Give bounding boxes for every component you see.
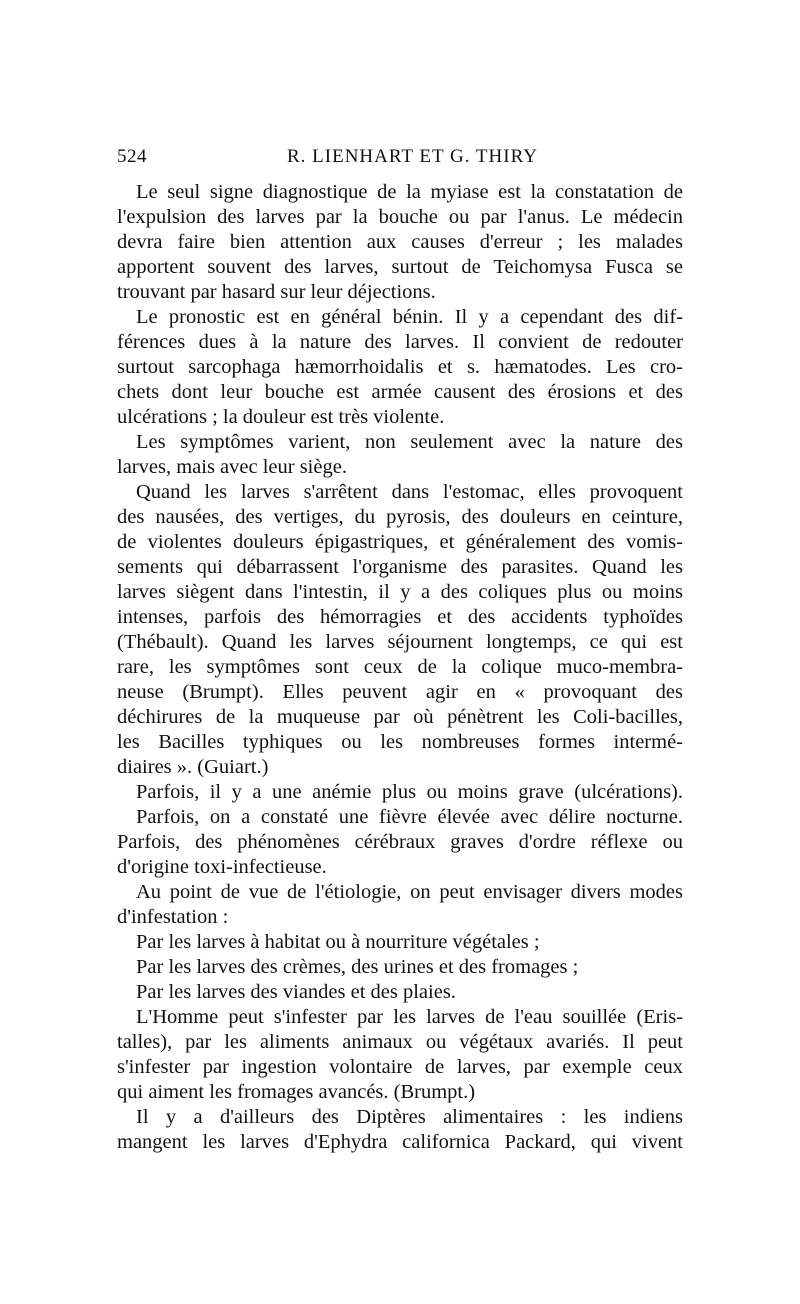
text-line: Par les larves des viandes et des plaies.	[136, 981, 456, 1003]
text-line: Parfois, des phénomènes cérébraux graves d'ordre réflexe ou	[117, 831, 683, 853]
text-line: apportent souvent des larves, surtout de Teichomysa Fusca se	[117, 256, 683, 278]
text-line: Le pronostic est en général bénin. Il y a cependant des dif-	[136, 306, 683, 328]
text-line: Les symptômes varient, non seulement avec la nature des	[136, 431, 683, 453]
text-line: de violentes douleurs épigastriques, et généralement des vomis-	[117, 531, 683, 553]
text-line: larves siègent dans l'intestin, il y a des coliques plus ou moins	[117, 581, 683, 603]
text-line: mangent les larves d'Ephydra californica Packard, qui vivent	[117, 1131, 683, 1153]
text-line: d'origine toxi-infectieuse.	[117, 856, 327, 878]
text-line: diaires ». (Guiart.)	[117, 756, 269, 778]
text-line: devra faire bien attention aux causes d'erreur ; les malades	[117, 231, 683, 253]
text-line: ulcérations ; la douleur est très violente.	[117, 406, 445, 428]
text-line: talles), par les aliments animaux ou végétaux avariés. Il peut	[117, 1031, 683, 1053]
text-line: chets dont leur bouche est armée causent des érosions et des	[117, 381, 683, 403]
text-line: Par les larves des crèmes, des urines et des fromages ;	[136, 956, 579, 978]
text-line: (Thébault). Quand les larves séjournent longtemps, ce qui est	[117, 631, 683, 653]
page-number: 524	[117, 146, 147, 167]
text-line: rare, les symptômes sont ceux de la colique muco-membra-	[117, 656, 683, 678]
text-line: qui aiment les fromages avancés. (Brumpt.)	[117, 1081, 476, 1103]
text-line: l'expulsion des larves par la bouche ou par l'anus. Le médecin	[117, 206, 683, 228]
text-line: Au point de vue de l'étiologie, on peut envisager divers modes	[136, 881, 683, 903]
text-line: surtout sarcophaga hæmorrhoidalis et s. hæmatodes. Les cro-	[117, 356, 683, 378]
text-line: d'infestation :	[117, 906, 229, 928]
text-line: trouvant par hasard sur leur déjections.	[117, 281, 436, 303]
text-line: déchirures de la muqueuse par où pénètrent les Coli-bacilles,	[117, 706, 683, 728]
text-line: Il y a d'ailleurs des Diptères alimentaires : les indiens	[136, 1106, 683, 1128]
text-line: férences dues à la nature des larves. Il convient de redouter	[117, 331, 683, 353]
text-line: Le seul signe diagnostique de la myiase est la constatation de	[136, 181, 683, 203]
text-line: Quand les larves s'arrêtent dans l'estomac, elles provoquent	[136, 481, 683, 503]
page-header	[117, 146, 683, 174]
text-line: sements qui débarrassent l'organisme des parasites. Quand les	[117, 556, 683, 578]
text-line: intenses, parfois des hémorragies et des accidents typhoïdes	[117, 606, 683, 628]
text-line: Parfois, on a constaté une fièvre élevée avec délire nocturne.	[136, 806, 683, 828]
running-head: R. LIENHART ET G. THIRY	[287, 146, 538, 167]
text-line: neuse (Brumpt). Elles peuvent agir en « provoquant des	[117, 681, 683, 703]
body-text	[117, 180, 683, 1155]
text-line: s'infester par ingestion volontaire de larves, par exemple ceux	[117, 1056, 683, 1078]
text-line: larves, mais avec leur siège.	[117, 456, 347, 478]
text-line: les Bacilles typhiques ou les nombreuses formes intermé-	[117, 731, 683, 753]
text-line: L'Homme peut s'infester par les larves de l'eau souillée (Eris-	[136, 1006, 683, 1028]
text-line: des nausées, des vertiges, du pyrosis, des douleurs en ceinture,	[117, 506, 683, 528]
text-line: Parfois, il y a une anémie plus ou moins grave (ulcérations).	[136, 781, 683, 803]
text-line: Par les larves à habitat ou à nourriture végétales ;	[136, 931, 540, 953]
